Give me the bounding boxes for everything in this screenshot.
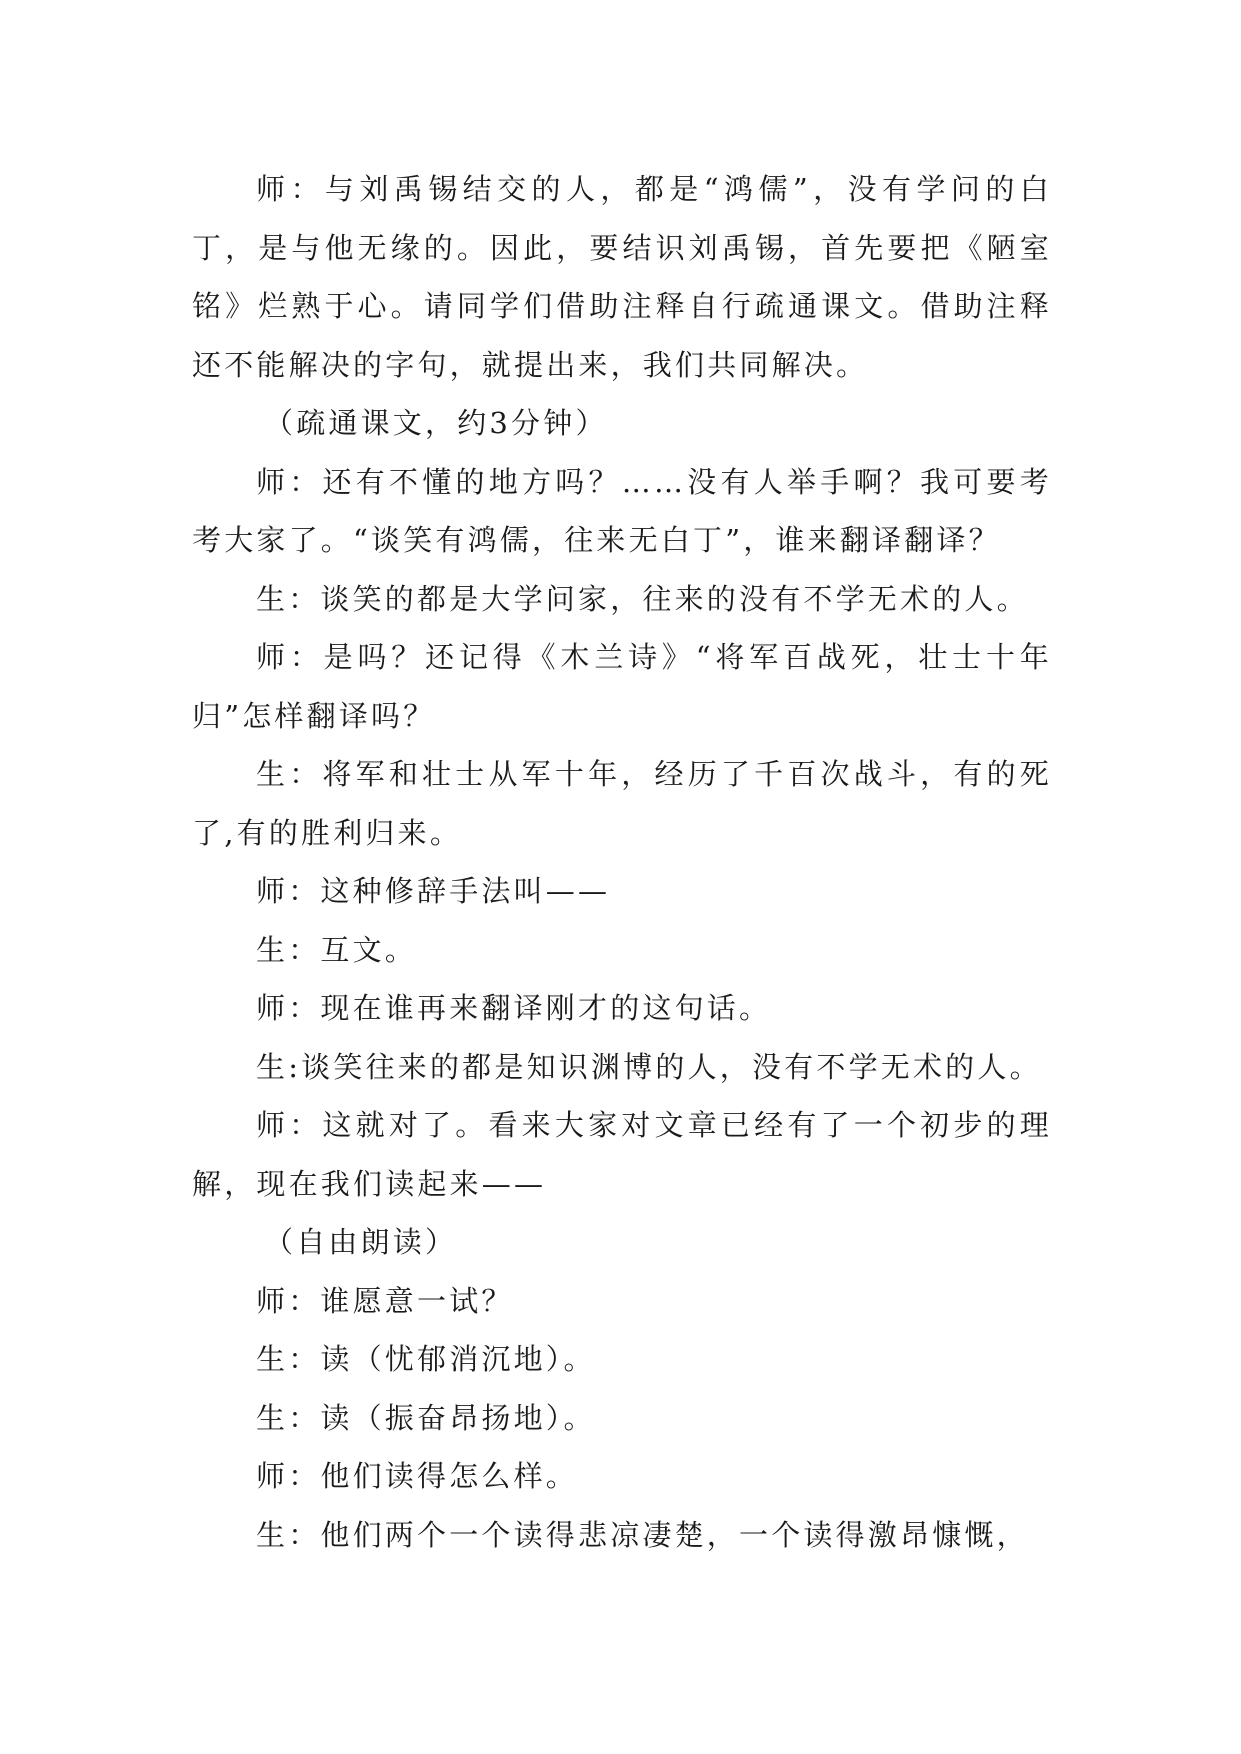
dialogue-paragraph: 师：他们读得怎么样。 bbox=[256, 1459, 579, 1493]
dialogue-paragraph: 生：读（忧郁消沉地）。 bbox=[256, 1342, 596, 1376]
dialogue-paragraph: 生：谈笑的都是大学问家，往来的没有不学无术的人。 bbox=[256, 581, 1029, 616]
dialogue-paragraph: 师：谁愿意一试？ bbox=[256, 1283, 514, 1318]
dialogue-paragraph: 师：与刘禹锡结交的人，都是“鸿儒”，没有学问的白丁，是与他无缘的。因此，要结识刘禹锡，首先要把《陋室铭》烂熟于心。请同学们借助注释自行疏通课文。借助注释还不能解决的字句，就提出来，我们共同解决。 bbox=[192, 172, 1052, 382]
dialogue-paragraph: 生：互文。 bbox=[256, 932, 418, 967]
dialogue-paragraph: 生：他们两个一个读得悲凉凄楚，一个读得激昂慷慨， bbox=[256, 1517, 1029, 1552]
dialogue-paragraph: 生：读（振奋昂扬地）。 bbox=[256, 1400, 596, 1435]
dialogue-paragraph: 师：现在谁再来翻译刚才的这句话。 bbox=[256, 991, 772, 1025]
stage-direction: （自由朗读） bbox=[264, 1225, 458, 1259]
dialogue-paragraph: 生：将军和壮士从军十年，经历了千百次战斗，有的死了,有的胜利归来。 bbox=[192, 757, 1052, 850]
document-page bbox=[192, 160, 1052, 1564]
dialogue-paragraph: 师：这就对了。看来大家对文章已经有了一个初步的理解，现在我们读起来—— bbox=[192, 1108, 1052, 1201]
dialogue-paragraph: 师：是吗？还记得《木兰诗》“将军百战死，壮士十年归”怎样翻译吗？ bbox=[192, 640, 1052, 733]
dialogue-paragraph: 生:谈笑往来的都是知识渊博的人，没有不学无术的人。 bbox=[256, 1049, 1042, 1084]
dialogue-paragraph: 师：这种修辞手法叫—— bbox=[256, 874, 611, 908]
stage-direction: （疏通课文，约3分钟） bbox=[264, 406, 608, 440]
dialogue-paragraph: 师：还有不懂的地方吗？……没有人举手啊？我可要考考大家了。“谈笑有鸿儒，往来无白丁”，谁来翻译翻译？ bbox=[192, 464, 1052, 557]
